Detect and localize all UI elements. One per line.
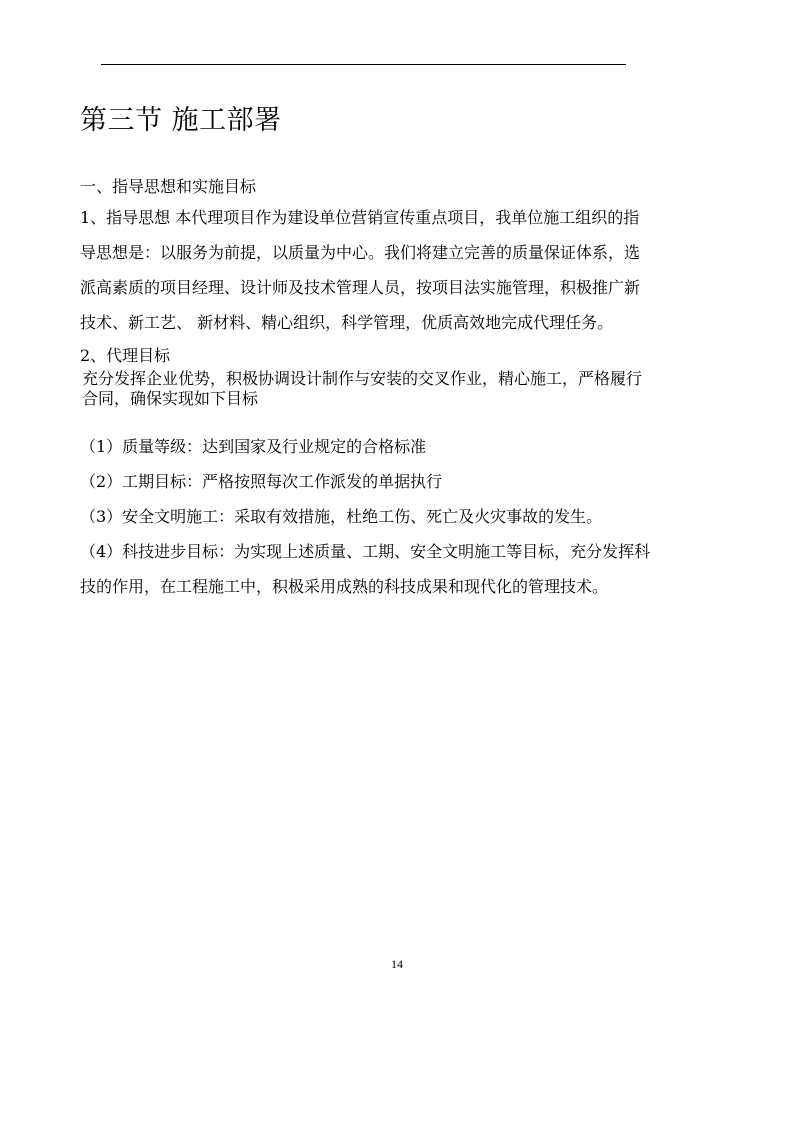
paragraph-line: 派高素质的项目经理、设计师及技术管理人员，按项目法实施管理，积极推广新 [80,278,641,297]
page-number: 14 [391,957,403,971]
goal-item-schedule: （2）工期目标：严格按照每次工作派发的单据执行 [80,472,443,491]
paragraph-line: 充分发挥企业优势，积极协调设计制作与安装的交叉作业，精心施工，严格履行 [82,369,643,388]
goal-item-safety: （3）安全文明施工：采取有效措施，杜绝工伤、死亡及火灾事故的发生。 [80,507,603,526]
part2-heading [80,346,700,366]
paragraph-line: 1、指导思想 本代理项目作为建设单位营销宣传重点项目，我单位施工组织的指 [80,208,640,227]
paragraph-line: 技术、新工艺、 新材料、精心组织，科学管理，优质高效地完成代理任务。 [80,313,614,332]
part2-heading-text: 2、代理目标 [80,346,171,365]
guiding-ideology-paragraph [80,200,700,340]
agency-goals-intro [82,369,702,409]
goal-item-quality: （1）质量等级：达到国家及行业规定的合格标准 [80,437,427,456]
goal-item-technology-continued: 技的作用，在工程施工中，积极采用成熟的科技成果和现代化的管理技术。 [80,577,609,596]
header-rule [101,64,626,65]
section-title: 第三节 施工部署 [80,105,282,136]
part1-heading-text: 一、指导思想和实施目标 [80,177,257,196]
goal-item-technology: （4）科技进步目标：为实现上述质量、工期、安全文明施工等目标，充分发挥科 [80,542,651,561]
part1-heading [80,177,700,197]
goals-list [80,429,700,604]
paragraph-line: 合同，确保实现如下目标 [82,389,259,408]
paragraph-line: 导思想是：以服务为前提，以质量为中心。我们将建立完善的质量保证体系，选 [80,243,641,262]
